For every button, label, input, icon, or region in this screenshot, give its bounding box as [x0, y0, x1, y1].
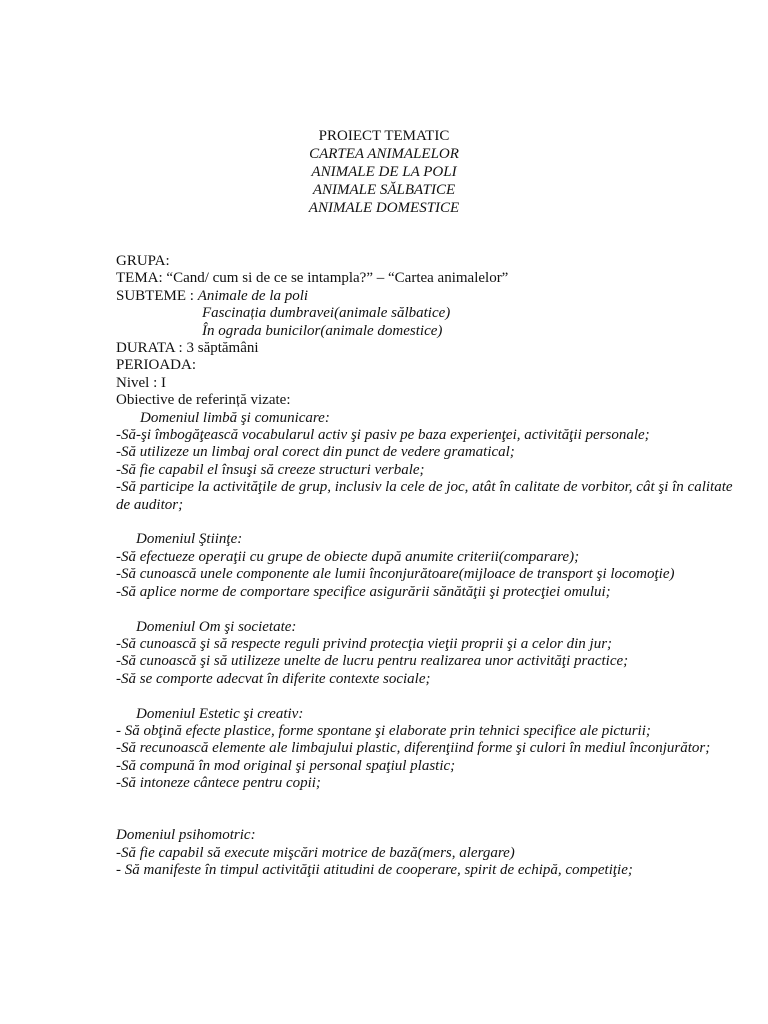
subtema-3: În ograda bunicilor(animale domestice): [202, 322, 443, 339]
list-item: -Să se comporte adecvat în diferite contexte sociale;: [116, 670, 431, 687]
list-item: -Să efectueze operaţii cu grupe de obiecte după anumite criterii(comparare);: [116, 548, 580, 565]
subtitle-poli: ANIMALE DE LA POLI: [311, 164, 457, 180]
durata-value: 3 săptămâni: [186, 340, 259, 357]
list-item: -Să participe la activităţile de grup, inclusiv la cele de joc, atât în calitate de vorbitor, cât şi în calitate de auditor;: [116, 479, 733, 513]
list-item: -Să compună în mod original şi personal spaţiul plastic;: [116, 757, 456, 774]
list-item: - Să obţină efecte plastice, forme spontane şi elaborate prin tehnici specifice ale picturii;: [116, 722, 651, 739]
list-item: -Să-şi îmbogăţească vocabularul activ şi pasiv pe baza experienţei, activităţii personale;: [116, 427, 650, 444]
document-header: [0, 127, 768, 217]
book-title: CARTEA ANIMALELOR: [309, 146, 459, 162]
list-item: -Să cunoască şi să utilizeze unelte de lucru pentru realizarea unor activităţi practice;: [116, 653, 629, 670]
durata-line: [116, 340, 736, 357]
list-item: -Să cunoască şi să respecte reguli privind protecţia vieţii proprii şi a celor din jur;: [116, 635, 613, 652]
perioada-line: PERIOADA:: [116, 357, 197, 374]
list-item: -Să recunoască elemente ale limbajului plastic, diferenţiind forme şi culori în mediul înconjurător;: [116, 740, 711, 757]
list-item: -Să fie capabil el însuşi să creeze structuri verbale;: [116, 461, 425, 478]
subtema-2: Fascinația dumbravei(animale sălbatice): [202, 305, 451, 322]
subtitle-domestic: ANIMALE DOMESTICE: [308, 200, 460, 216]
domain-title-psihomotric: Domeniul psihomotric:: [116, 827, 256, 844]
subtema-1: Animale de la poli: [197, 287, 309, 304]
list-item: -Să fie capabil să execute mişcări motrice de bază(mers, alergare): [116, 844, 515, 861]
subtitle-wild: ANIMALE SĂLBATICE: [312, 182, 456, 198]
domain-title-limba: Domeniul limbă şi comunicare:: [140, 409, 330, 426]
list-item: -Să utilizeze un limbaj oral corect din punct de vedere gramatical;: [116, 444, 515, 461]
project-title: PROIECT TEMATIC: [318, 128, 450, 144]
list-item: - Să manifeste în timpul activităţii atitudini de cooperare, spirit de echipă, competiţie;: [116, 862, 633, 879]
list-item: -Să cunoască unele componente ale lumii înconjurătoare(mijloace de transport şi locomoţie): [116, 566, 675, 583]
document-body: [116, 253, 736, 880]
subteme-label: SUBTEME :: [116, 287, 198, 304]
domain-title-estetic: Domeniul Estetic şi creativ:: [136, 705, 304, 722]
durata-label: DURATA :: [116, 340, 187, 357]
tema-line: TEMA: “Cand/ cum si de ce se intampla?” – “Cartea animalelor”: [116, 270, 509, 287]
list-item: -Să intoneze cântece pentru copii;: [116, 775, 321, 792]
domain-title-om-societate: Domeniul Om şi societate:: [136, 618, 297, 635]
obiective-heading: Obiective de referință vizate:: [116, 392, 291, 409]
subteme-line: [116, 288, 736, 305]
domain-title-stiinte: Domeniul Ştiinţe:: [136, 531, 243, 548]
nivel-line: Nivel : I: [116, 374, 166, 391]
list-item: -Să aplice norme de comportare specifice asigurării sănătăţii şi protecţiei omului;: [116, 583, 611, 600]
grupa-line: GRUPA:: [116, 253, 170, 269]
